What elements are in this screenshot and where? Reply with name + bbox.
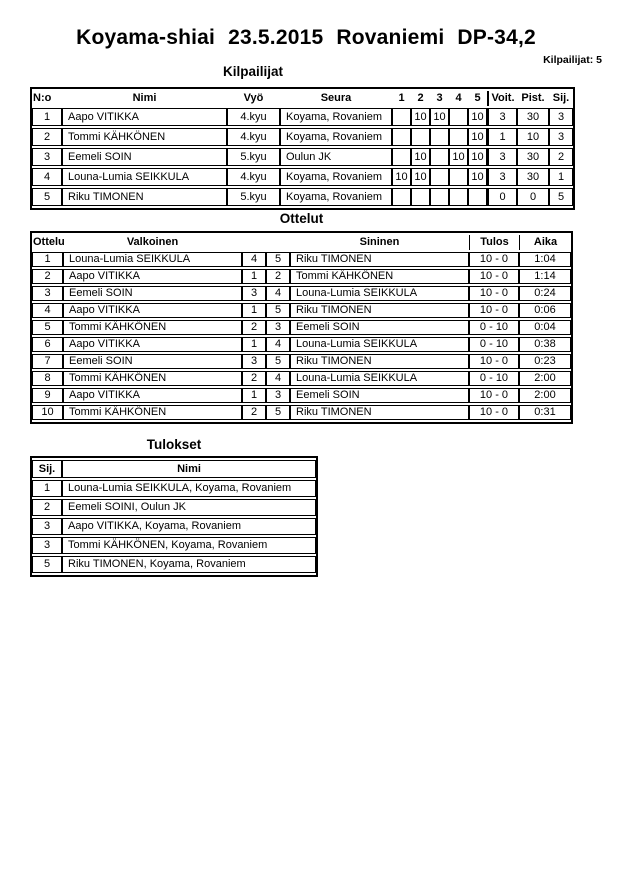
name-cell: Eemeli SOIN xyxy=(62,148,227,166)
table-row xyxy=(32,148,573,166)
white-no-cell: 2 xyxy=(242,320,266,335)
blue-no-cell: 5 xyxy=(266,303,290,318)
table-header-row xyxy=(32,235,571,250)
table-row xyxy=(32,518,316,535)
blue-no-cell: 2 xyxy=(266,269,290,284)
column-header-2: 2 xyxy=(417,92,424,104)
column-header-4: 4 xyxy=(455,92,462,104)
result-cell: 10 - 0 xyxy=(469,388,519,403)
white-name-cell: Aapo VITIKKA xyxy=(63,269,242,284)
column-header-spacer xyxy=(266,235,290,250)
score-cell xyxy=(449,108,468,126)
white-name-cell: Louna-Lumia SEIKKULA xyxy=(63,252,242,267)
ottelut-table xyxy=(30,231,573,424)
column-header-nimi: Nimi xyxy=(132,92,157,104)
score-cell xyxy=(430,128,449,146)
score-cell xyxy=(392,148,411,166)
no-cell: 4 xyxy=(32,168,62,186)
table-row xyxy=(32,354,571,369)
blue-name-cell: Riku TIMONEN xyxy=(290,405,469,420)
result-cell: 10 - 0 xyxy=(469,405,519,420)
rank-cell: 2 xyxy=(32,499,62,516)
blue-name-cell: Louna-Lumia SEIKKULA xyxy=(290,286,469,301)
score-cell xyxy=(411,188,430,206)
column-header-tulos: Tulos xyxy=(469,235,519,250)
rank-cell: 3 xyxy=(32,537,62,554)
time-cell: 0:24 xyxy=(519,286,571,301)
table-row xyxy=(32,188,573,206)
white-name-cell: Tommi KÄHKÖNEN xyxy=(63,320,242,335)
column-header-sij: Sij. xyxy=(552,92,570,104)
club-cell: Koyama, Rovaniem xyxy=(280,168,392,186)
score-cell: 10 xyxy=(468,108,487,126)
result-cell: 10 - 0 xyxy=(469,269,519,284)
points-cell: 30 xyxy=(517,108,549,126)
rank-cell: 3 xyxy=(32,518,62,535)
blue-name-cell: Tommi KÄHKÖNEN xyxy=(290,269,469,284)
name-club-cell: Aapo VITIKKA, Koyama, Rovaniem xyxy=(62,518,316,535)
table-row xyxy=(32,537,316,554)
rank-cell: 5 xyxy=(32,556,62,573)
table-row xyxy=(32,337,571,352)
belt-cell: 5.kyu xyxy=(227,148,280,166)
score-cell xyxy=(392,108,411,126)
white-no-cell: 1 xyxy=(242,269,266,284)
match-no-cell: 7 xyxy=(32,354,63,369)
points-cell: 30 xyxy=(517,148,549,166)
blue-no-cell: 3 xyxy=(266,388,290,403)
result-cell: 10 - 0 xyxy=(469,252,519,267)
table-row xyxy=(32,556,316,573)
name-cell: Aapo VITIKKA xyxy=(62,108,227,126)
blue-no-cell: 4 xyxy=(266,337,290,352)
column-header-3: 3 xyxy=(436,92,443,104)
score-cell: 10 xyxy=(411,108,430,126)
white-no-cell: 1 xyxy=(242,388,266,403)
score-cell xyxy=(430,168,449,186)
wins-cell: 1 xyxy=(487,128,517,146)
match-no-cell: 1 xyxy=(32,252,63,267)
competitors-count: Kilpailijat: 5 xyxy=(543,54,602,66)
white-name-cell: Eemeli SOIN xyxy=(63,286,242,301)
table-row xyxy=(32,388,571,403)
score-cell: 10 xyxy=(468,128,487,146)
time-cell: 1:14 xyxy=(519,269,571,284)
score-cell: 10 xyxy=(468,148,487,166)
page-title: Koyama-shiai 23.5.2015 Rovaniemi DP-34,2 xyxy=(76,26,536,49)
blue-name-cell: Louna-Lumia SEIKKULA xyxy=(290,337,469,352)
white-no-cell: 2 xyxy=(242,371,266,386)
score-cell xyxy=(430,188,449,206)
column-header-no: N:o xyxy=(33,92,52,104)
blue-no-cell: 5 xyxy=(266,354,290,369)
white-name-cell: Aapo VITIKKA xyxy=(63,388,242,403)
name-club-cell: Eemeli SOINI, Oulun JK xyxy=(62,499,316,516)
table-header-row xyxy=(32,460,316,478)
table-row xyxy=(32,499,316,516)
table-row xyxy=(32,168,573,186)
rank-cell: 1 xyxy=(549,168,573,186)
wins-cell: 0 xyxy=(487,188,517,206)
no-cell: 5 xyxy=(32,188,62,206)
blue-no-cell: 3 xyxy=(266,320,290,335)
blue-name-cell: Eemeli SOIN xyxy=(290,388,469,403)
points-cell: 10 xyxy=(517,128,549,146)
time-cell: 0:04 xyxy=(519,320,571,335)
match-no-cell: 5 xyxy=(32,320,63,335)
belt-cell: 4.kyu xyxy=(227,128,280,146)
column-header-voit: Voit. xyxy=(487,91,517,106)
result-cell: 10 - 0 xyxy=(469,354,519,369)
rank-cell: 3 xyxy=(549,108,573,126)
white-name-cell: Eemeli SOIN xyxy=(63,354,242,369)
name-club-cell: Tommi KÄHKÖNEN, Koyama, Rovaniem xyxy=(62,537,316,554)
score-cell xyxy=(411,128,430,146)
column-header-seura: Seura xyxy=(320,92,352,104)
rank-cell: 2 xyxy=(549,148,573,166)
table-row xyxy=(32,252,571,267)
column-header-valkoinen: Valkoinen xyxy=(126,236,179,248)
column-header-sij: Sij. xyxy=(32,460,62,478)
score-cell: 10 xyxy=(430,108,449,126)
time-cell: 0:23 xyxy=(519,354,571,369)
result-cell: 0 - 10 xyxy=(469,337,519,352)
time-cell: 1:04 xyxy=(519,252,571,267)
belt-cell: 4.kyu xyxy=(227,168,280,186)
column-header-vyo: Vyö xyxy=(243,92,264,104)
result-cell: 0 - 10 xyxy=(469,320,519,335)
no-cell: 1 xyxy=(32,108,62,126)
match-no-cell: 6 xyxy=(32,337,63,352)
wins-cell: 3 xyxy=(487,108,517,126)
score-cell xyxy=(449,188,468,206)
blue-no-cell: 5 xyxy=(266,405,290,420)
score-cell xyxy=(449,168,468,186)
rank-cell: 1 xyxy=(32,480,62,497)
blue-no-cell: 4 xyxy=(266,371,290,386)
table-row xyxy=(32,108,573,126)
points-cell: 30 xyxy=(517,168,549,186)
white-no-cell: 1 xyxy=(242,303,266,318)
wins-cell: 3 xyxy=(487,148,517,166)
white-name-cell: Aapo VITIKKA xyxy=(63,303,242,318)
score-cell: 10 xyxy=(468,168,487,186)
column-header-aika: Aika xyxy=(519,235,571,250)
white-no-cell: 1 xyxy=(242,337,266,352)
time-cell: 0:38 xyxy=(519,337,571,352)
white-no-cell: 2 xyxy=(242,405,266,420)
table-row xyxy=(32,371,571,386)
column-header-5: 5 xyxy=(474,92,481,104)
column-header-ottelu: Ottelu xyxy=(33,236,65,248)
blue-no-cell: 4 xyxy=(266,286,290,301)
section-heading-ottelut: Ottelut xyxy=(279,211,324,226)
white-name-cell: Aapo VITIKKA xyxy=(63,337,242,352)
column-header-pist: Pist. xyxy=(521,92,545,104)
match-no-cell: 4 xyxy=(32,303,63,318)
belt-cell: 4.kyu xyxy=(227,108,280,126)
score-cell: 10 xyxy=(392,168,411,186)
club-cell: Oulun JK xyxy=(280,148,392,166)
no-cell: 3 xyxy=(32,148,62,166)
score-cell: 10 xyxy=(411,168,430,186)
kilpailijat-table xyxy=(30,87,575,210)
table-row xyxy=(32,405,571,420)
match-no-cell: 3 xyxy=(32,286,63,301)
result-cell: 10 - 0 xyxy=(469,303,519,318)
score-cell xyxy=(449,128,468,146)
column-header-spacer xyxy=(242,235,266,250)
white-name-cell: Tommi KÄHKÖNEN xyxy=(63,405,242,420)
white-no-cell: 3 xyxy=(242,354,266,369)
time-cell: 0:06 xyxy=(519,303,571,318)
blue-name-cell: Eemeli SOIN xyxy=(290,320,469,335)
blue-no-cell: 5 xyxy=(266,252,290,267)
blue-name-cell: Riku TIMONEN xyxy=(290,252,469,267)
result-cell: 0 - 10 xyxy=(469,371,519,386)
match-no-cell: 9 xyxy=(32,388,63,403)
club-cell: Koyama, Rovaniem xyxy=(280,108,392,126)
table-row xyxy=(32,269,571,284)
points-cell: 0 xyxy=(517,188,549,206)
tulokset-table xyxy=(30,456,318,577)
score-cell: 10 xyxy=(411,148,430,166)
belt-cell: 5.kyu xyxy=(227,188,280,206)
score-cell xyxy=(468,188,487,206)
name-club-cell: Louna-Lumia SEIKKULA, Koyama, Rovaniem xyxy=(62,480,316,497)
no-cell: 2 xyxy=(32,128,62,146)
table-header-row xyxy=(32,91,573,106)
rank-cell: 3 xyxy=(549,128,573,146)
white-no-cell: 4 xyxy=(242,252,266,267)
result-cell: 10 - 0 xyxy=(469,286,519,301)
score-cell xyxy=(392,188,411,206)
club-cell: Koyama, Rovaniem xyxy=(280,128,392,146)
table-row xyxy=(32,303,571,318)
time-cell: 0:31 xyxy=(519,405,571,420)
name-cell: Riku TIMONEN xyxy=(62,188,227,206)
name-cell: Louna-Lumia SEIKKULA xyxy=(62,168,227,186)
blue-name-cell: Louna-Lumia SEIKKULA xyxy=(290,371,469,386)
table-row xyxy=(32,128,573,146)
score-cell: 10 xyxy=(449,148,468,166)
match-no-cell: 2 xyxy=(32,269,63,284)
name-club-cell: Riku TIMONEN, Koyama, Rovaniem xyxy=(62,556,316,573)
wins-cell: 3 xyxy=(487,168,517,186)
blue-name-cell: Riku TIMONEN xyxy=(290,303,469,318)
club-cell: Koyama, Rovaniem xyxy=(280,188,392,206)
section-heading-kilpailijat: Kilpailijat xyxy=(222,64,283,79)
table-row xyxy=(32,320,571,335)
score-cell xyxy=(430,148,449,166)
table-row xyxy=(32,286,571,301)
time-cell: 2:00 xyxy=(519,388,571,403)
match-no-cell: 8 xyxy=(32,371,63,386)
section-heading-tulokset: Tulokset xyxy=(146,437,202,452)
column-header-1: 1 xyxy=(398,92,405,104)
white-name-cell: Tommi KÄHKÖNEN xyxy=(63,371,242,386)
white-no-cell: 3 xyxy=(242,286,266,301)
rank-cell: 5 xyxy=(549,188,573,206)
column-header-sininen: Sininen xyxy=(359,236,400,248)
time-cell: 2:00 xyxy=(519,371,571,386)
name-cell: Tommi KÄHKÖNEN xyxy=(62,128,227,146)
table-row xyxy=(32,480,316,497)
blue-name-cell: Riku TIMONEN xyxy=(290,354,469,369)
column-header-nimi: Nimi xyxy=(62,460,316,478)
match-no-cell: 10 xyxy=(32,405,63,420)
score-cell xyxy=(392,128,411,146)
